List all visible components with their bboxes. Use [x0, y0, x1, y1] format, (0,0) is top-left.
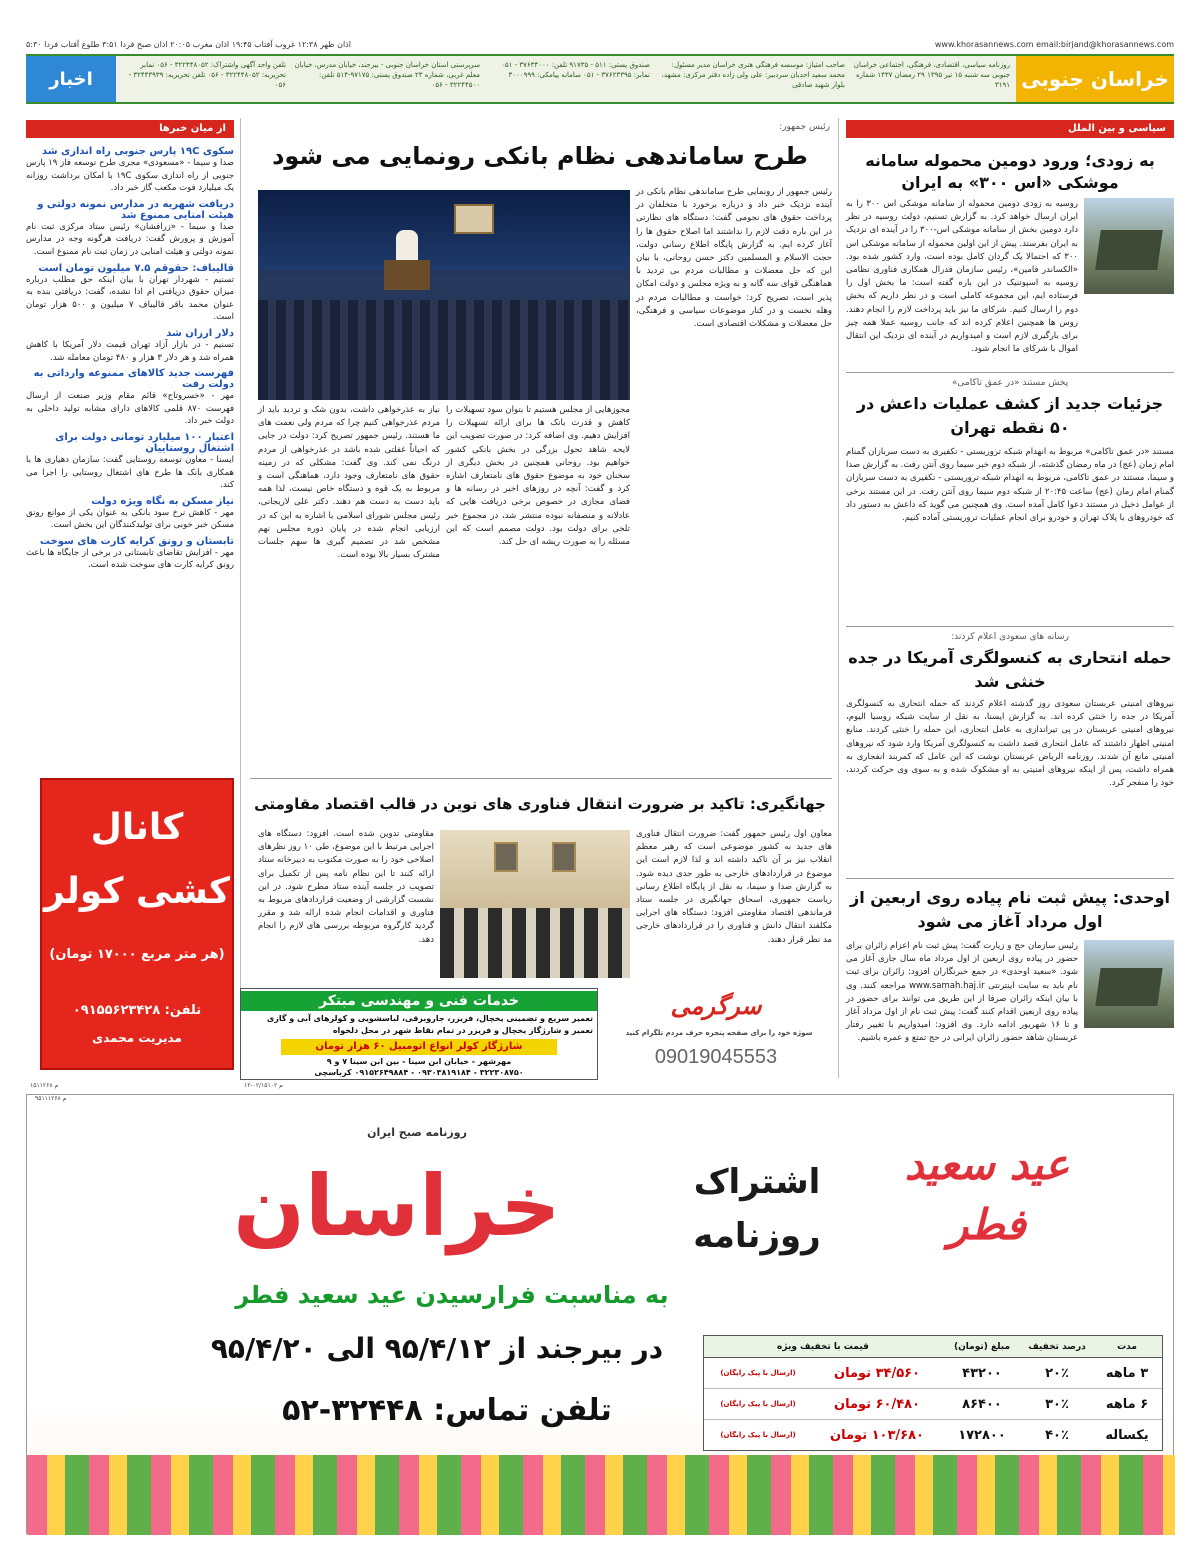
banner-occasion: به مناسبت فرارسیدن عید سعید فطر [235, 1281, 669, 1309]
ad-code: ۱۲-۰۲/۱۵۱۰۲ م [244, 1082, 283, 1089]
brief-title: قالیباف: حقوقم ۷.۵ میلیون تومان است [38, 262, 234, 274]
article-jeddah-title: حمله انتحاری به کنسولگری آمریکا در جده خنثی شد [848, 648, 1172, 691]
brief-item [26, 536, 234, 572]
article-arbaeen-title: اوحدی: پیش ثبت نام پیاده روی اربعین از اول مرداد آغاز می شود [849, 888, 1170, 931]
missile-shape [1095, 230, 1163, 270]
second-headline: جهانگیری: تاکید بر ضرورت انتقال فناوری های نوین در قالب اقتصاد مقاومتی [254, 795, 826, 813]
article-arbaeen-body: رئیس سازمان حج و زیارت گفت: پیش ثبت نام اعزام زائران برای حضور در پیاده روی اربعین از اول مرداد ماه سال جاری آغاز می شود. «سعید اوحدی» در جمع خبرنگاران افزود: زائران برای ثبت نام باید به سایت اینترنتی www.samah.haj.ir مراجعه کنند. وی با بیان اینکه زائران صرفا از این طریق می توانند برای حضور در پیاده روی اربعین اقدام کنند گفت: پیش ثبت نام از اول مرداد آغاز و تا ۱۶ شهریور ادامه دارد. وی افزود: امیدواریم با تغییر رفتار عربستان شاهد حضور زائران ایرانی در حج تمتع و عمره باشیم. [846, 941, 1078, 1044]
divider [846, 626, 1174, 627]
article-isis-title: جزئیات جدید از کشف عملیات داعش در ۵۰ نقطه تهران [856, 394, 1164, 437]
cell-price: ۱۷۲۸۰۰ [958, 1428, 1006, 1443]
masthead-top-strip [26, 40, 1174, 52]
col-header-duration: مدت [1117, 1342, 1137, 1352]
second-col1: معاون اول رئیس جمهور گفت: ضرورت انتقال فناوری های جدید به کشور موضوعی است که رهبر معظم انقلاب نیز بر آن تاکید داشته اند و لذا لازم است این موضوع در قراردادهای خارجی به طور جدی دیده شود. به گزارش صدا و سیما، به نقل از پایگاه اطلاع رسانی ریاست جمهوری، اسحاق جهانگیری در جلسه ستاد فرماندهی اقتصاد مقاومتی افزود: دستگاه های اجرایی مکلفند انتقال دانش و فناوری را در قراردادهای خارجی مد نظر قرار دهند. [636, 829, 832, 945]
service-ad-address: مهرشهر - خیابان ابن سینا - بین ابن سینا ۷ و ۹ [326, 1057, 512, 1066]
service-ad-phones: ۳۲۲۳۰۸۷۵۰ - ۰۹۳۰۳۸۱۹۱۸۴ - ۰۹۱۵۲۶۴۹۸۸۴ کرباسچی [314, 1068, 524, 1077]
masthead-info-phones: تلفن واحد آگهی واشتراک: ۳۲۲۴۴۸۰۵۲ - ۰۵۶ نمابر تحریریه: ۳۲۲۴۴۸۰۵۲ - ۰۵۶ تلفن تحریریه: ۳۲۴۴۳۹۳۹ - ۰۵۶ [128, 61, 286, 89]
cell-discount: ۲۰٪ [1045, 1366, 1069, 1381]
section-bar-briefs: از میان خبرها [26, 120, 234, 138]
brief-item [26, 263, 234, 324]
brief-body: ایسنا - معاون توسعه روستایی گفت: سازمان دهیاری ها با همکاری بانک ها طرح های اشتغال روستایی را اجرا می کند. [26, 454, 234, 491]
brief-body: مهر - «خسروتاج» قائم مقام وزیر صنعت از ارسال فهرست ۸۷۰ قلمی کالاهای دارای مشابه تولید داخلی به دولت خبر داد. [26, 391, 235, 427]
cell-discount: ۴۰٪ [1045, 1428, 1069, 1443]
cell-price: ۸۶۴۰۰ [962, 1397, 1002, 1412]
cell-duration: ۳ ماهه [1105, 1366, 1149, 1381]
price-row [704, 1358, 1162, 1389]
portrait-frame-1 [494, 842, 518, 872]
brief-title: تابستان و رونق کرایه کارت های سوخت [39, 535, 234, 547]
second-col2: مقاومتی تدوین شده است. افزود: دستگاه های اجرایی مرتبط با این موضوع، طی ۱۰ روز نظرهای اصلاحی خود را به صورت مکتوب به دبیرخانه ستاد ارائه کنند تا این نظام نامه پس از تکمیل برای تصویب در جلسه آینده ستاد مطرح شود. در این نشست گزارشی از وضعیت قراردادهای مربوط به فناوری و اقدامات انجام شده ارائه شد و مقرر گردید کارگروه مربوطه بررسی های لازم را انجام دهد. [258, 829, 434, 945]
vehicle-shape [1095, 968, 1162, 1006]
ad-code: ۱۵۱۱۲۶۸ م [30, 1082, 59, 1089]
cell-special: ۱۰۳/۶۸۰ تومان [830, 1428, 924, 1443]
masthead-info-contact: صندوق پستی: ۵۱۱ - ۹۱۷۳۵ تلفن: ۳۷۶۳۴۰۰۰ - ۰۵۱ نمابر: ۳۷۶۲۳۳۹۵ - ۰۵۱ سامانه پیامکی: ۳۰۰۰۹۹۹ [501, 61, 650, 79]
ad-code: ۹۵۱۱۱۲۶۸ م [35, 1095, 67, 1102]
service-ad[interactable] [240, 988, 598, 1080]
section-bar-politics: سیاسی و بین الملل [846, 120, 1174, 138]
masthead-info-publisher: صاحب امتیاز: موسسه فرهنگی هنری خراسان مدیر مسئول: محمد سعید احدیان سردبیر: علی ولی زاده دفتر مرکزی: مشهد، بلوار شهید صادقی [661, 61, 845, 89]
brief-item [26, 199, 234, 259]
banner-dates: در بیرجند از ۹۵/۴/۱۲ الی ۹۵/۴/۲۰ [210, 1332, 664, 1365]
cell-note: (ارسال با پیک رایگان) [720, 1431, 796, 1439]
brief-title: نیاز مسکن به نگاه ویژه دولت [91, 495, 234, 507]
cell-discount: ۳۰٪ [1045, 1397, 1069, 1412]
section-label: اخبار [26, 56, 116, 102]
article-missile-title: به زودی؛ ورود دومین محموله سامانه موشکی «اس ۳۰۰» به ایران [865, 151, 1155, 192]
price-table [703, 1335, 1163, 1451]
lead-intro: رئیس جمهور از رونمایی طرح ساماندهی نظام بانکی در آینده نزدیک خبر داد و درباره برخورد با متخلفان در پرداخت حقوق های نجومی گفت: دستگاه های نظارتی در این باره دقت لازم را نداشتند اما اصلاح حقوق ها را آغاز کرده ایم. به گزارش پایگاه اطلاع رسانی دولت، حجت الاسلام و المسلمین دکتر حسن روحانی، با بیان این که حل معضلات و مطالبات مردم بی تردید با هماهنگی قوای سه گانه و به ویژه مجلس و دولت امکان پذیر است، تصریح کرد: خواست و مطالبات مردم در وهله نخست و در کنار موضوعات سیاسی و فرهنگی، حل معضلات و مشکلات اقتصادی است. [636, 187, 832, 330]
masthead-info-province: سرپرستی استان خراسان جنوبی - بیرجند، خیابان مدرس، خیابان معلم غربی، شماره ۲۳ صندوق پستی: ۹۷۱۷۵-۵۱۴ تلفن: ۳۲۲۴۴۵۰۰ - ۰۵۶ [294, 61, 480, 89]
banner-brand: خراسان [233, 1157, 561, 1255]
article-jeddah-kicker: رسانه های سعودی اعلام کردند: [951, 632, 1069, 642]
cell-note: (ارسال با پیک رایگان) [720, 1400, 796, 1408]
flower-border [27, 1455, 1175, 1535]
article-jeddah-body: نیروهای امنیتی عربستان سعودی روز گذشته اعلام کردند که حمله انتحاری به کنسولگری آمریکا در جده را خنثی کرده اند. به گزارش ایسنا، به نقل از سایت شبکه روسیا الیوم، نیروهای امنیتی عربستان در پی تیراندازی به عامل انتحاری، این حمله را خنثی کردند. منابع امنیتی اظهار داشتند که عامل انتحاری قصد داشت به کنسولگری آمریکا وارد شود که نیروهای امنیتی مانع آن شدند. روزنامه الریاض عربستان نوشت که این عامل که کمربند انفجاری به همراه داشت، پس از اینکه نیروهای امنیتی به او مشکوک شده و به سوی وی حرکت کردند، خود را منفجر کرد. [846, 699, 1174, 789]
cooler-ad-manager: مدیریت محمدی [92, 1031, 182, 1045]
col-header-price: مبلغ (تومان) [953, 1342, 1011, 1352]
brief-body: تسنیم - شهردار تهران با بیان اینکه حق مطلب درباره میزان حقوق دریافتی ام ادا نشده، گفت: دریافتی بنده به عنوان محمد باقر قالیباف ۷ میلیون و ۵۰۰ هزار تومان است. [26, 274, 235, 323]
service-ad-line2: تعمیر و شارژگاز یخچال و فریزر در تمام نقاط شهر در محل دلخواه [332, 1026, 593, 1035]
column-rule [838, 118, 839, 1078]
cooler-ad-phone[interactable]: تلفن: ۰۹۱۵۵۶۲۳۴۲۸ [72, 1003, 202, 1018]
brief-body: مهر - کاهش نرخ سود بانکی به عنوان یکی از موانع رونق مسکن خبر خوبی برای تولیدکنندگان این بخش است. [26, 507, 234, 531]
divider [846, 878, 1174, 879]
col-header-special: قیمت با تخفیف ویژه [777, 1342, 869, 1352]
service-ad-title: خدمات فنی و مهندسی مبتکر [241, 991, 597, 1011]
subscription-banner[interactable] [26, 1094, 1174, 1534]
cell-price: ۴۳۲۰۰ [962, 1366, 1002, 1381]
brief-body: مهر - افزایش تقاضای تابستانی در برخی از جایگاه ها باعث رونق کرایه کارت های سوخت شده است. [26, 547, 234, 571]
brief-item [26, 432, 234, 492]
brief-item [26, 146, 234, 195]
website-email[interactable]: www.khorasannews.com email:birjand@khorasannews.com [934, 40, 1174, 49]
cell-note: (ارسال با پیک رایگان) [720, 1369, 796, 1377]
cell-special: ۶۰/۴۸۰ تومان [833, 1397, 920, 1412]
service-ad-line1: تعمیر سریع و تضمینی یخچال، فریزر، جاروبرقی، لباسشویی و کولرهای آبی و گازی [266, 1014, 593, 1023]
divider [250, 778, 832, 779]
banner-phone[interactable]: تلفن تماس: ۳۲۴۴۸-۵۲ [282, 1393, 612, 1428]
lead-col2: مجوزهایی از مجلس هستیم تا بتوان سود تسهیلات را کاهش و قدرت بانک ها برای ارائه تسهیلات را افزایش دهیم. وی اضافه کرد: در صورت تصویب این لایحه شاهد تحول بزرگی در بخش بانکی کشور خواهیم بود. روحانی همچنین در بخش دیگری از سخنان خود به موضوع حقوق های نامتعارف اشاره کرد و گفت: آنچه در روزهای اخیر در رسانه ها و فضای مجازی در خصوص برخی دریافت هایی که عادلانه و منصفانه نبوده منتشر شد، در مجموع خبر تلخی برای دولت بود. دولت مصمم است که این مسئله را به صورت ریشه ای حل کند. [446, 405, 630, 548]
banner-eid: عید سعید فطر [904, 1140, 1070, 1249]
brief-title: اعتبار ۱۰۰ میلیارد تومانی دولت برای اشتغال روستاییان [55, 431, 234, 454]
portrait-frame [454, 204, 494, 234]
article-missile-body: روسیه به زودی دومین محموله از سامانه موشکی اس ۳۰۰ را به ایران ارسال خواهد کرد. به گزارش تسنیم، دولت روسیه در نظر دارد دومین بخش از سامانه موشکی اس-۳۰۰ را در آینده ای نزدیک به ایران بفرستد. پیش از این اولین محموله از سامانه موشکی اس ۳۰۰ که احتمالا یک گردان کامل بوده است، وارد کشور شده بود. «الکساندر فامین»، رئیس سازمان فدرال همکاری فناوری نظامی روسیه به اسپوتنیک در این باره گفته است: ما بخش اول را فرستاده ایم، این مجموعه کاملی است و در نظر داریم که بخش دوم را ارسال کنیم. شرکای ما نیز باید پرداخت لازم را انجام دهند. روس ها همچنین اعلام کرده اند که جانب روسیه عملا همه چیز برای بارگیری لازم است و امیدواریم در آینده ای نزدیک این انتقال اموال با شرکای ما انجام شود. [846, 199, 1079, 355]
cell-duration: یکساله [1105, 1428, 1149, 1443]
price-row [704, 1420, 1162, 1451]
brief-title: سکوی ۱۹C پارس جنوبی راه اندازی شد [41, 146, 234, 157]
audience [258, 300, 630, 400]
stage-backdrop [258, 190, 630, 270]
divider [846, 372, 1174, 373]
sargarmi-ad[interactable] [606, 988, 832, 1080]
service-ad-highlight: شارژگاز کولر انواع اتومبیل ۶۰ هزار تومان [281, 1039, 557, 1055]
cell-special: ۳۴/۵۶۰ تومان [833, 1366, 920, 1381]
article-isis-body: مستند «در عمق تاکامی» مربوط به انهدام شبکه تروریستی - تکفیری به دست سربازان گمنام امام زمان (عج) در ماه رمضان گذشته، از شبکه دوم خبر سیما روی آنتن رفت. به گزارش صدا و سیما، مستند در عمق تاکامی، مربوط به انهدام شبکه تروریستی - تکفیری به دست سربازان گمنام امام زمان (عج) ساعت ۲۰:۴۵ از شبکه دوم سیما روی آنتن رفت. در این مستند برخی از عوامل دخیل در مستند دعوا کامل آمده است. وی همچنین می گوید که داعش به دستور داد که خودروهای با پلاک تهران و خودرو برای انجام عملیات تروریستی آماده کنیم. [846, 447, 1174, 524]
cell-duration: ۶ ماهه [1105, 1397, 1149, 1412]
banner-brand-sub: روزنامه صبح ایران [367, 1126, 467, 1139]
col-header-discount: درصد تخفیف [1028, 1342, 1086, 1352]
sargarmi-note: سوژه خود را برای صفحه پنجره حرف مردم تلگرام کنید [625, 1029, 813, 1037]
lead-kicker: رئیس جمهور: [779, 122, 830, 132]
briefs-list [26, 142, 234, 770]
cooler-ad-price: (هر متر مربع ۱۷۰۰۰ تومان) [49, 947, 225, 962]
brief-title: دریافت شهریه در مدارس نمونه دولتی و هیئت امنایی ممنوع شد [37, 198, 234, 221]
lead-photo [258, 190, 630, 400]
brief-body: صدا و سیما - «زرافشان» رئیس ستاد مرکزی ثبت نام آموزش و پرورش گفت: دریافت هرگونه وجه در مدارس نمونه دولتی و هیئت امنایی در زمان ثبت نام ممنوع است. [26, 221, 234, 257]
lead-col3: نیاز به عذرخواهی داشت، بدون شک و تردید باید از مردم عذرخواهی کنیم چرا که مردم ولی نعمت های ما هستند. رئیس جمهور تصریح کرد: دولت در جایی که احیاناً غفلتی شده باشد در عذرخواهی از مردم درنگ نمی کند. وی گفت: مشکلی که در زمینه حقوق های نامتعارف وجود دارد، هماهنگی است و مربوط به یک قوه و دستگاه خاص نیست، لذا همه باید دست به دست هم دهند. دکتر علی لاریجانی، رئیس مجلس شورای اسلامی با اشاره به این که در ارزیابی انجام شده در پایان دوره مجلس نهم مشخص شد در تصمیم گیری ها سهم جلسات مشترک بسیار بالا بوده است. [258, 405, 440, 561]
column-rule [240, 118, 241, 1078]
brief-item [26, 368, 234, 428]
banner-subscribe: اشتراک روزنامه [693, 1162, 821, 1256]
lead-headline: طرح ساماندهی نظام بانکی رونمایی می شود [272, 142, 808, 170]
meeting-table [440, 908, 630, 978]
brief-item [26, 328, 234, 364]
arbaeen-photo [1084, 940, 1174, 1028]
article-isis-kicker: پخش مستند «در عمق تاکامی» [951, 378, 1069, 388]
sargarmi-logo: سرگرمی [670, 992, 762, 1020]
masthead-info-date: روزنامه سیاسی، اقتصادی، فرهنگی، اجتماعی خراسان جنوبی سه شنبه ۱۵ تیر ۱۳۹۵ ۲۹ رمضان ۱۴۳۷ شماره ۳۱۹۱ [853, 61, 1010, 89]
brief-title: دلار ارزان شد [166, 327, 234, 339]
second-photo [440, 830, 630, 978]
newspaper-logo: خراسان جنوبی [1016, 56, 1174, 102]
brief-body: تسنیم - در بازار آزاد تهران قیمت دلار آمریکا با کاهش همراه شد و هر دلار ۳ هزار و ۴۸۰ تومان معامله شد. [26, 339, 234, 363]
price-table-header [704, 1336, 1162, 1358]
price-row [704, 1389, 1162, 1420]
prayer-times: اذان ظهر ۱۲:۳۸ غروب آفتاب ۱۹:۴۵ اذان مغرب ۲۰:۰۵ اذان صبح فردا ۳:۵۱ طلوع آفتاب فردا ۵:۳۰ [26, 40, 351, 49]
portrait-frame-2 [552, 842, 576, 872]
brief-title: فهرست جدید کالاهای ممنوعه وارداتی به دولت رفت [33, 368, 234, 391]
cooler-ad[interactable] [40, 778, 234, 1070]
cooler-ad-title: کانال کشی کولر [44, 807, 230, 912]
sargarmi-phone[interactable]: 09019045553 [654, 1046, 778, 1068]
podium [384, 260, 430, 290]
missile-photo [1084, 198, 1174, 294]
brief-body: صدا و سیما - «مسعودی» مجری طرح توسعه فاز ۱۹ پارس جنوبی از راه اندازی سکوی ۱۹C با امکان برداشت روزانه یک میلیارد فوت مکعب گاز خبر داد. [26, 158, 234, 194]
article-missile-body-cont [846, 296, 1174, 368]
brief-item [26, 496, 234, 532]
